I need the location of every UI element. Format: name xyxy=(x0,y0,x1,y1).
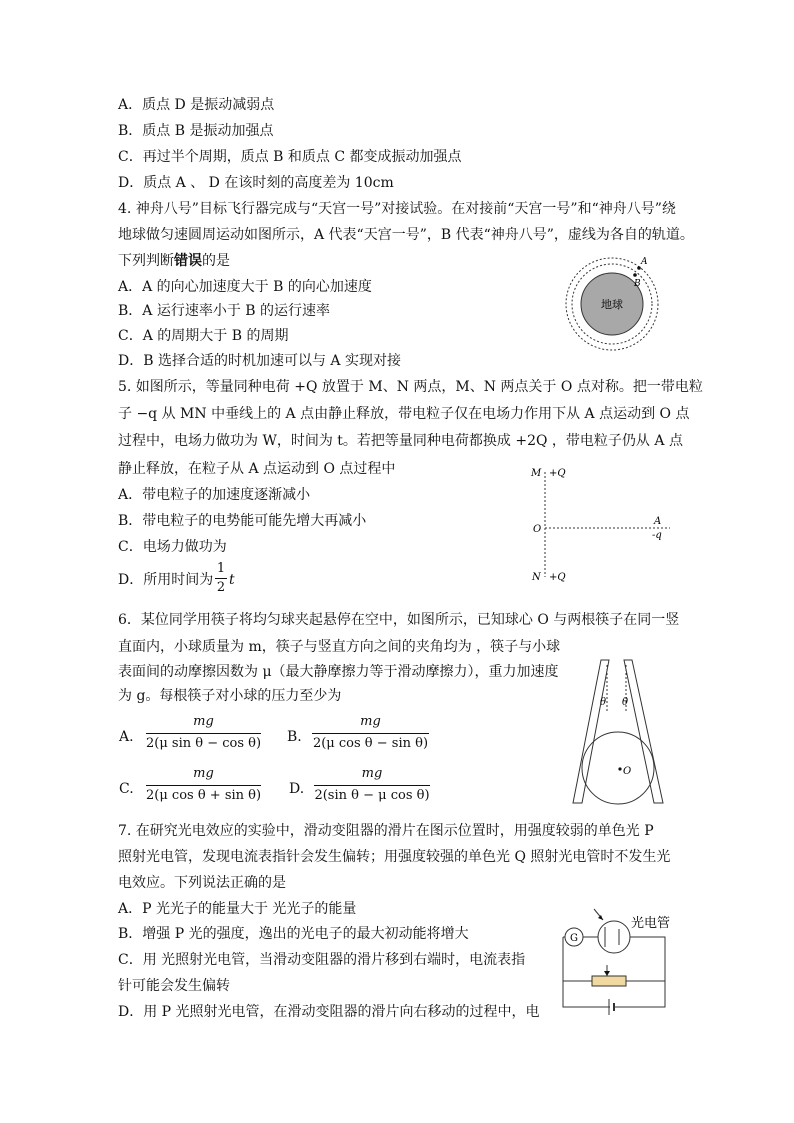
chopsticks-figure xyxy=(568,655,668,805)
half-numerator: 1 xyxy=(216,561,226,576)
q6-stem-line3: 表面间的动摩擦因数为 μ（最大静摩擦力等于滑动摩擦力），重力加速度 xyxy=(118,664,559,680)
phototube-label: 光电管 xyxy=(631,916,671,931)
ball-center-dot xyxy=(618,767,621,770)
q5-stem-line3: 过程中，电场力做功为 W，时间为 t。若把等量同种电荷都换成 +2Q ，带电粒子仍从 A 点 xyxy=(118,433,683,449)
q7-stem-line2: 照射光电管，发现电流表指针会发生偏转；用强度较强的单色光 Q 照射光电管时不发生光 xyxy=(118,849,671,865)
half-variable: t xyxy=(229,572,235,588)
prev-option-b: B．质点 B 是振动加强点 xyxy=(118,123,274,139)
charge-a-q: -q xyxy=(652,530,662,541)
q6-option-d-formula: mg 2(sin θ − μ cos θ) xyxy=(314,766,430,803)
q6-stem-line1: 6．某位同学用筷子将均匀球夹起悬停在空中，如图所示，已知球心 O 与两根筷子在同一竖 xyxy=(118,612,680,628)
q6-stem-line2: 直面内，小球质量为 m，筷子与竖直方向之间的夹角均为 ，筷子与小球 xyxy=(118,639,561,655)
ball xyxy=(582,732,654,804)
q4-emphasis: 错误 xyxy=(174,253,202,269)
charge-o-label: O xyxy=(533,524,542,535)
q7-option-a: A．P 光光子的能量大于 光光子的能量 xyxy=(118,901,357,917)
slider-arrowhead xyxy=(604,971,610,976)
charge-figure xyxy=(528,462,678,587)
q4-option-b: B．A 运行速率小于 B 的运行速率 xyxy=(118,303,331,319)
wire-right xyxy=(627,937,665,981)
q5-option-a: A．带电粒子的加速度逐渐减小 xyxy=(118,487,311,503)
charge-m-label: M xyxy=(531,468,542,479)
theta-left: θ xyxy=(600,697,607,708)
charge-m-q: +Q xyxy=(549,468,566,479)
q6-option-a-label: A. xyxy=(119,729,134,745)
q6-option-c-label: C. xyxy=(119,781,134,797)
point-b-label: B xyxy=(634,279,641,289)
phototube-body xyxy=(598,921,630,953)
q4-option-a: A．A 的向心加速度大于 B 的向心加速度 xyxy=(118,279,372,295)
q7-option-d: D．用 P 光照射光电管，在滑动变阻器的滑片向右移动的过程中，电 xyxy=(118,1004,540,1020)
q7-stem-line1: 7. 在研究光电效应的实验中，滑动变阻器的滑片在图示位置时，用强度较弱的单色光 P xyxy=(118,823,654,839)
circuit-figure xyxy=(545,903,680,1018)
q6-option-b-formula: mg 2(μ cos θ − sin θ) xyxy=(312,714,429,751)
q5-option-d: D．所用时间为 xyxy=(118,572,214,588)
q4-stem-line3: 下列判断错误的是 xyxy=(118,253,230,269)
charge-n-q: +Q xyxy=(549,572,566,583)
prev-option-d: D．质点 A 、 D 在该时刻的高度差为 10cm xyxy=(118,175,394,191)
q5-stem-line2: 子 −q 从 MN 中垂线上的 A 点由静止释放，带电粒子仅在电场力作用下从 A 点运动到 O 点 xyxy=(118,406,690,422)
q6-option-c-formula: mg 2(μ cos θ + sin θ) xyxy=(146,766,262,803)
q4-option-c: C．A 的周期大于 B 的周期 xyxy=(118,328,289,344)
half-denominator: 2 xyxy=(216,580,226,595)
q5-stem-line1: 5. 如图所示，等量同种电荷 +Q 放置于 M、N 两点，M、N 两点关于 O 点对称。把一带电粒 xyxy=(118,379,703,395)
rheostat xyxy=(592,976,626,986)
q5-option-c: C．电场力做功为 xyxy=(118,539,227,555)
prev-option-a: A．质点 D 是振动减弱点 xyxy=(118,97,275,113)
chopstick-right xyxy=(624,660,663,803)
q7-option-b: B．增强 P 光的强度，逸出的光电子的最大初动能将增大 xyxy=(118,926,469,942)
orbit-figure xyxy=(562,254,662,354)
q7-option-c-line2: 针可能会发生偏转 xyxy=(118,978,230,994)
q7-option-c-line1: C．用 光照射光电管，当滑动变阻器的滑片移到右端时，电流表指 xyxy=(118,952,526,968)
prev-option-c: C．再过半个周期，质点 B 和质点 C 都变成振动加强点 xyxy=(118,149,462,165)
q7-stem-line3: 电效应。下列说法正确的是 xyxy=(118,875,286,891)
q6-option-a-formula: mg 2(μ sin θ − cos θ) xyxy=(146,714,262,751)
q4-stem-line2: 地球做匀速圆周运动如图所示，A 代表“天宫一号”，B 代表“神舟八号”，虚线为各自的轨道。 xyxy=(118,227,694,243)
half-bar xyxy=(215,578,227,579)
q4-stem-line1: 4. 神舟八号”目标飞行器完成与“天宫一号”对接试验。在对接前“天宫一号”和“神舟八号”绕 xyxy=(118,201,676,217)
point-b xyxy=(633,273,637,277)
q4-option-d: D．B 选择合适的时机加速可以与 A 实现对接 xyxy=(118,353,401,369)
q6-option-d-label: D. xyxy=(289,781,305,797)
q5-option-b: B．带电粒子的电势能可能先增大再减小 xyxy=(118,513,367,529)
chopstick-left xyxy=(573,660,609,803)
earth-label: 地球 xyxy=(601,298,623,311)
point-a-label: A xyxy=(641,257,648,267)
q6-stem-line4: 为 g。每根筷子对小球的压力至少为 xyxy=(118,688,342,704)
charge-n-label: N xyxy=(532,572,541,583)
half-fraction xyxy=(215,561,227,597)
charge-a-label: A xyxy=(654,516,662,527)
light-arrowhead xyxy=(598,915,603,920)
ball-center-label: O xyxy=(623,766,632,777)
q5-stem-line4: 静止释放，在粒子从 A 点运动到 O 点过程中 xyxy=(118,461,396,477)
galvanometer-label: G xyxy=(570,933,578,944)
theta-right: θ xyxy=(622,697,629,708)
q6-option-b-label: B. xyxy=(287,729,302,745)
